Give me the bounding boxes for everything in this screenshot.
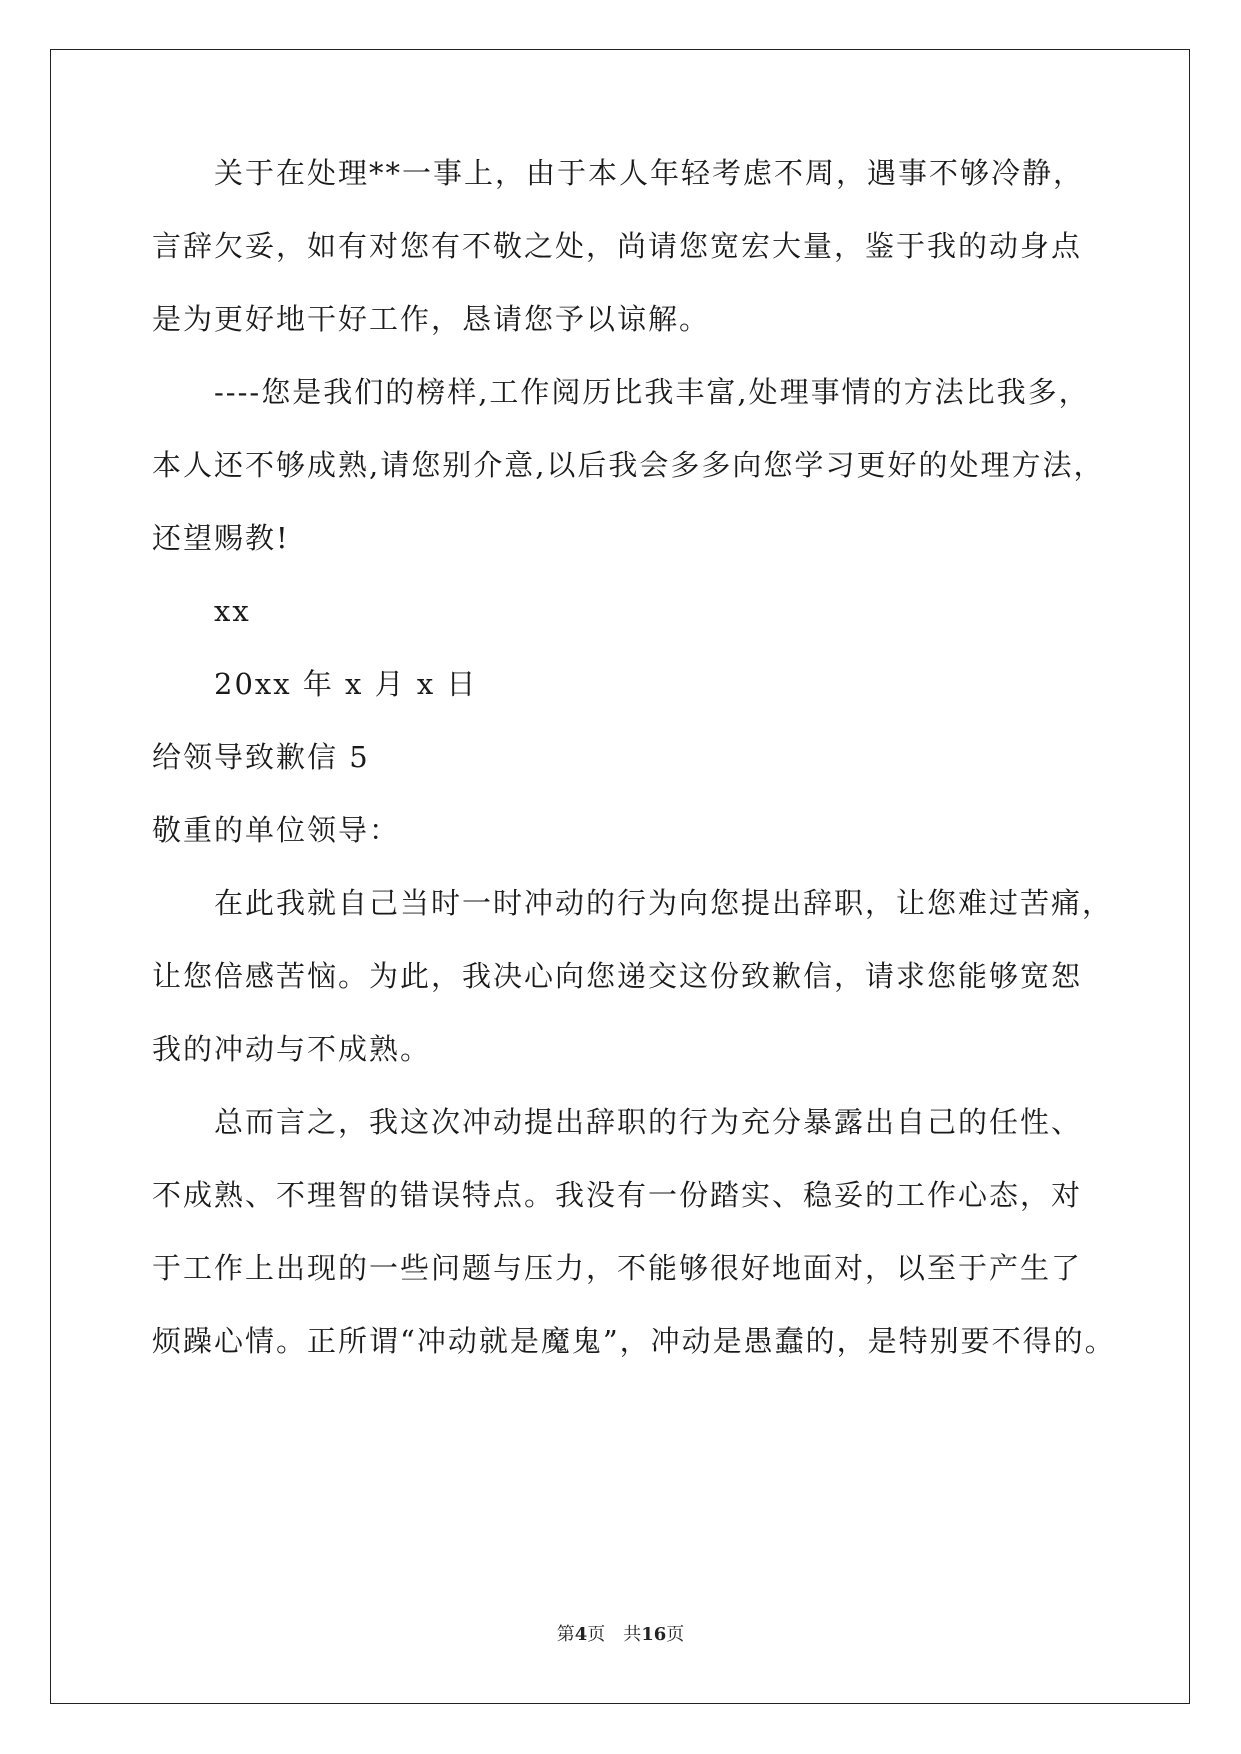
signature-date: 20xx 年 x 月 x 日: [214, 667, 478, 701]
paragraph-line: 烦躁心情。正所谓“冲动就是魔鬼”，冲动是愚蠢的，是特别要不得的。: [152, 1324, 1116, 1358]
paragraph-line: 总而言之，我这次冲动提出辞职的行为充分暴露出自己的任性、: [214, 1105, 1083, 1139]
page-footer: [0, 1620, 1241, 1646]
total-pages-number: 16: [641, 1624, 667, 1645]
paragraph-line: 不成熟、不理智的错误特点。我没有一份踏实、稳妥的工作心态，对: [152, 1178, 1083, 1212]
page-label-mid: 页 共: [587, 1624, 642, 1645]
page-label-suffix: 页: [666, 1624, 685, 1645]
signature-name: xx: [214, 594, 251, 628]
paragraph-line: ----您是我们的榜样,工作阅历比我丰富,处理事情的方法比我多，: [214, 375, 1090, 409]
paragraph-line: 于工作上出现的一些问题与压力，不能够很好地面对，以至于产生了: [152, 1251, 1083, 1285]
page-label-prefix: 第: [556, 1624, 575, 1645]
paragraph-line: 我的冲动与不成熟。: [152, 1032, 432, 1066]
salutation: 敬重的单位领导：: [152, 813, 401, 847]
current-page-number: 4: [574, 1624, 588, 1645]
paragraph-line: 还望赐教!: [152, 521, 290, 555]
page-border: [50, 49, 1190, 1704]
section-title: 给领导致歉信 5: [152, 740, 370, 774]
paragraph-line: 关于在处理**一事上，由于本人年轻考虑不周，遇事不够冷静，: [214, 156, 1085, 190]
paragraph-line: 在此我就自己当时一时冲动的行为向您提出辞职，让您难过苦痛，: [214, 886, 1114, 920]
paragraph-line: 让您倍感苦恼。为此，我决心向您递交这份致歉信，请求您能够宽恕: [152, 959, 1083, 993]
paragraph-line: 本人还不够成熟,请您别介意,以后我会多多向您学习更好的处理方法，: [152, 448, 1105, 482]
paragraph-line: 言辞欠妥，如有对您有不敬之处，尚请您宽宏大量，鉴于我的动身点: [152, 229, 1083, 263]
paragraph-line: 是为更好地干好工作，恳请您予以谅解。: [152, 302, 711, 336]
